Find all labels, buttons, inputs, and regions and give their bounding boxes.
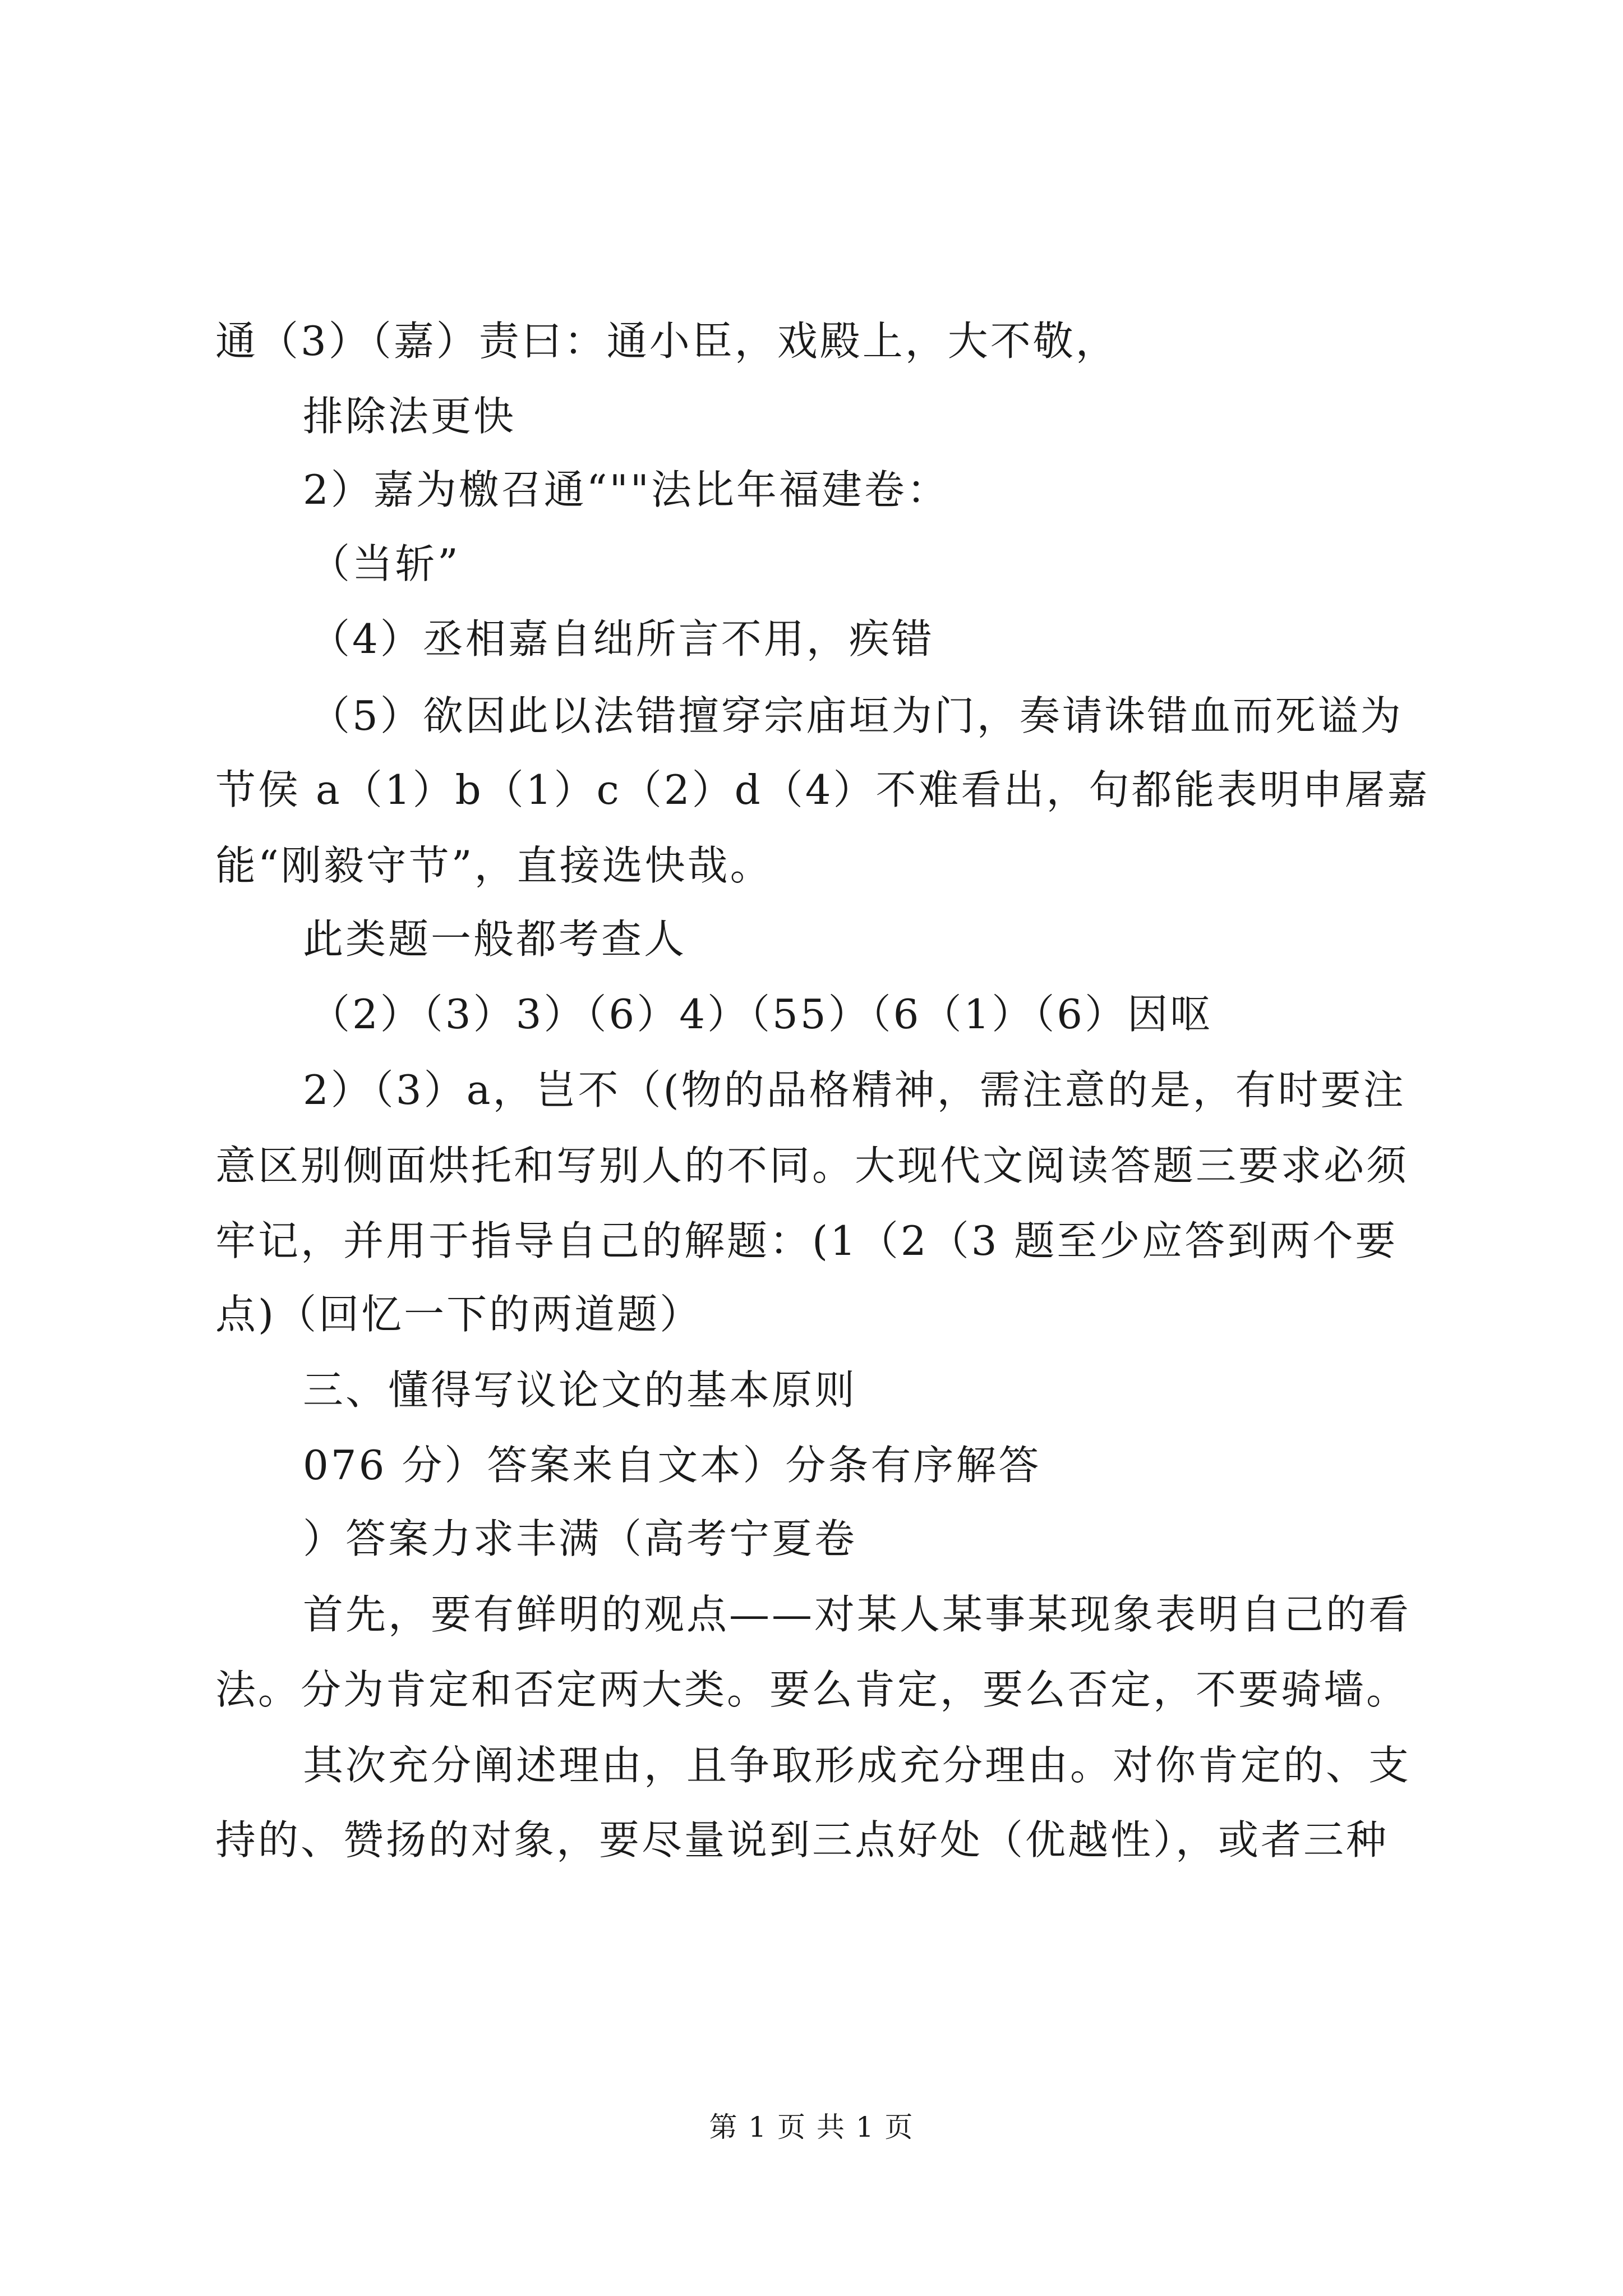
- text-line-19: 法。分为肯定和否定两大类。要么肯定，要么否定，不要骑墙。: [215, 1666, 1409, 1713]
- text-line-3: 2）嘉为檄召通“""法比年福建卷：: [303, 466, 949, 513]
- text-line-17: ）答案力求丰满（高考宁夏卷: [303, 1515, 857, 1562]
- text-line-2: 排除法更快: [303, 393, 517, 440]
- text-line-10: （2）（3）3）（6）4）（55）（6（1）（6）因呕: [310, 991, 1213, 1038]
- text-line-7: 节侯 a（1）b（1）c（2）d（4）不难看出，句都能表明申屠嘉: [215, 766, 1430, 813]
- page-footer: 第 1 页 共 1 页: [709, 2111, 914, 2143]
- text-line-15: 三、懂得写议论文的基本原则: [303, 1366, 857, 1414]
- text-line-18: 首先，要有鲜明的观点——对某人某事某现象表明自己的看: [303, 1591, 1412, 1638]
- text-line-13: 牢记，并用于指导自己的解题：(1（2（3 题至少应答到两个要: [215, 1217, 1398, 1264]
- text-line-8: 能“刚毅守节”，直接选快哉。: [215, 842, 773, 889]
- text-line-14: 点)（回忆一下的两道题）: [215, 1291, 703, 1338]
- text-line-16: 076 分）答案来自文本）分条有序解答: [303, 1442, 1041, 1489]
- text-line-6: （5）欲因此以法错擅穿宗庙垣为门，奏请诛错血而死谥为: [310, 692, 1403, 739]
- text-line-12: 意区别侧面烘托和写别人的不同。大现代文阅读答题三要求必须: [215, 1142, 1409, 1189]
- text-line-4: （当斩”: [310, 540, 460, 587]
- text-line-11: 2）（3）a，岂不（(物的品格精神，需注意的是，有时要注: [303, 1066, 1406, 1114]
- text-line-9: 此类题一般都考查人: [303, 915, 687, 963]
- text-line-21: 持的、赞扬的对象，要尽量说到三点好处（优越性），或者三种: [215, 1816, 1389, 1864]
- text-line-1: 通（3）（嘉）责曰：通小臣，戏殿上，大不敬，: [215, 318, 1118, 365]
- text-line-20: 其次充分阐述理由，且争取形成充分理由。对你肯定的、支: [303, 1742, 1412, 1789]
- text-line-5: （4）丞相嘉自绌所言不用，疾错: [310, 615, 934, 662]
